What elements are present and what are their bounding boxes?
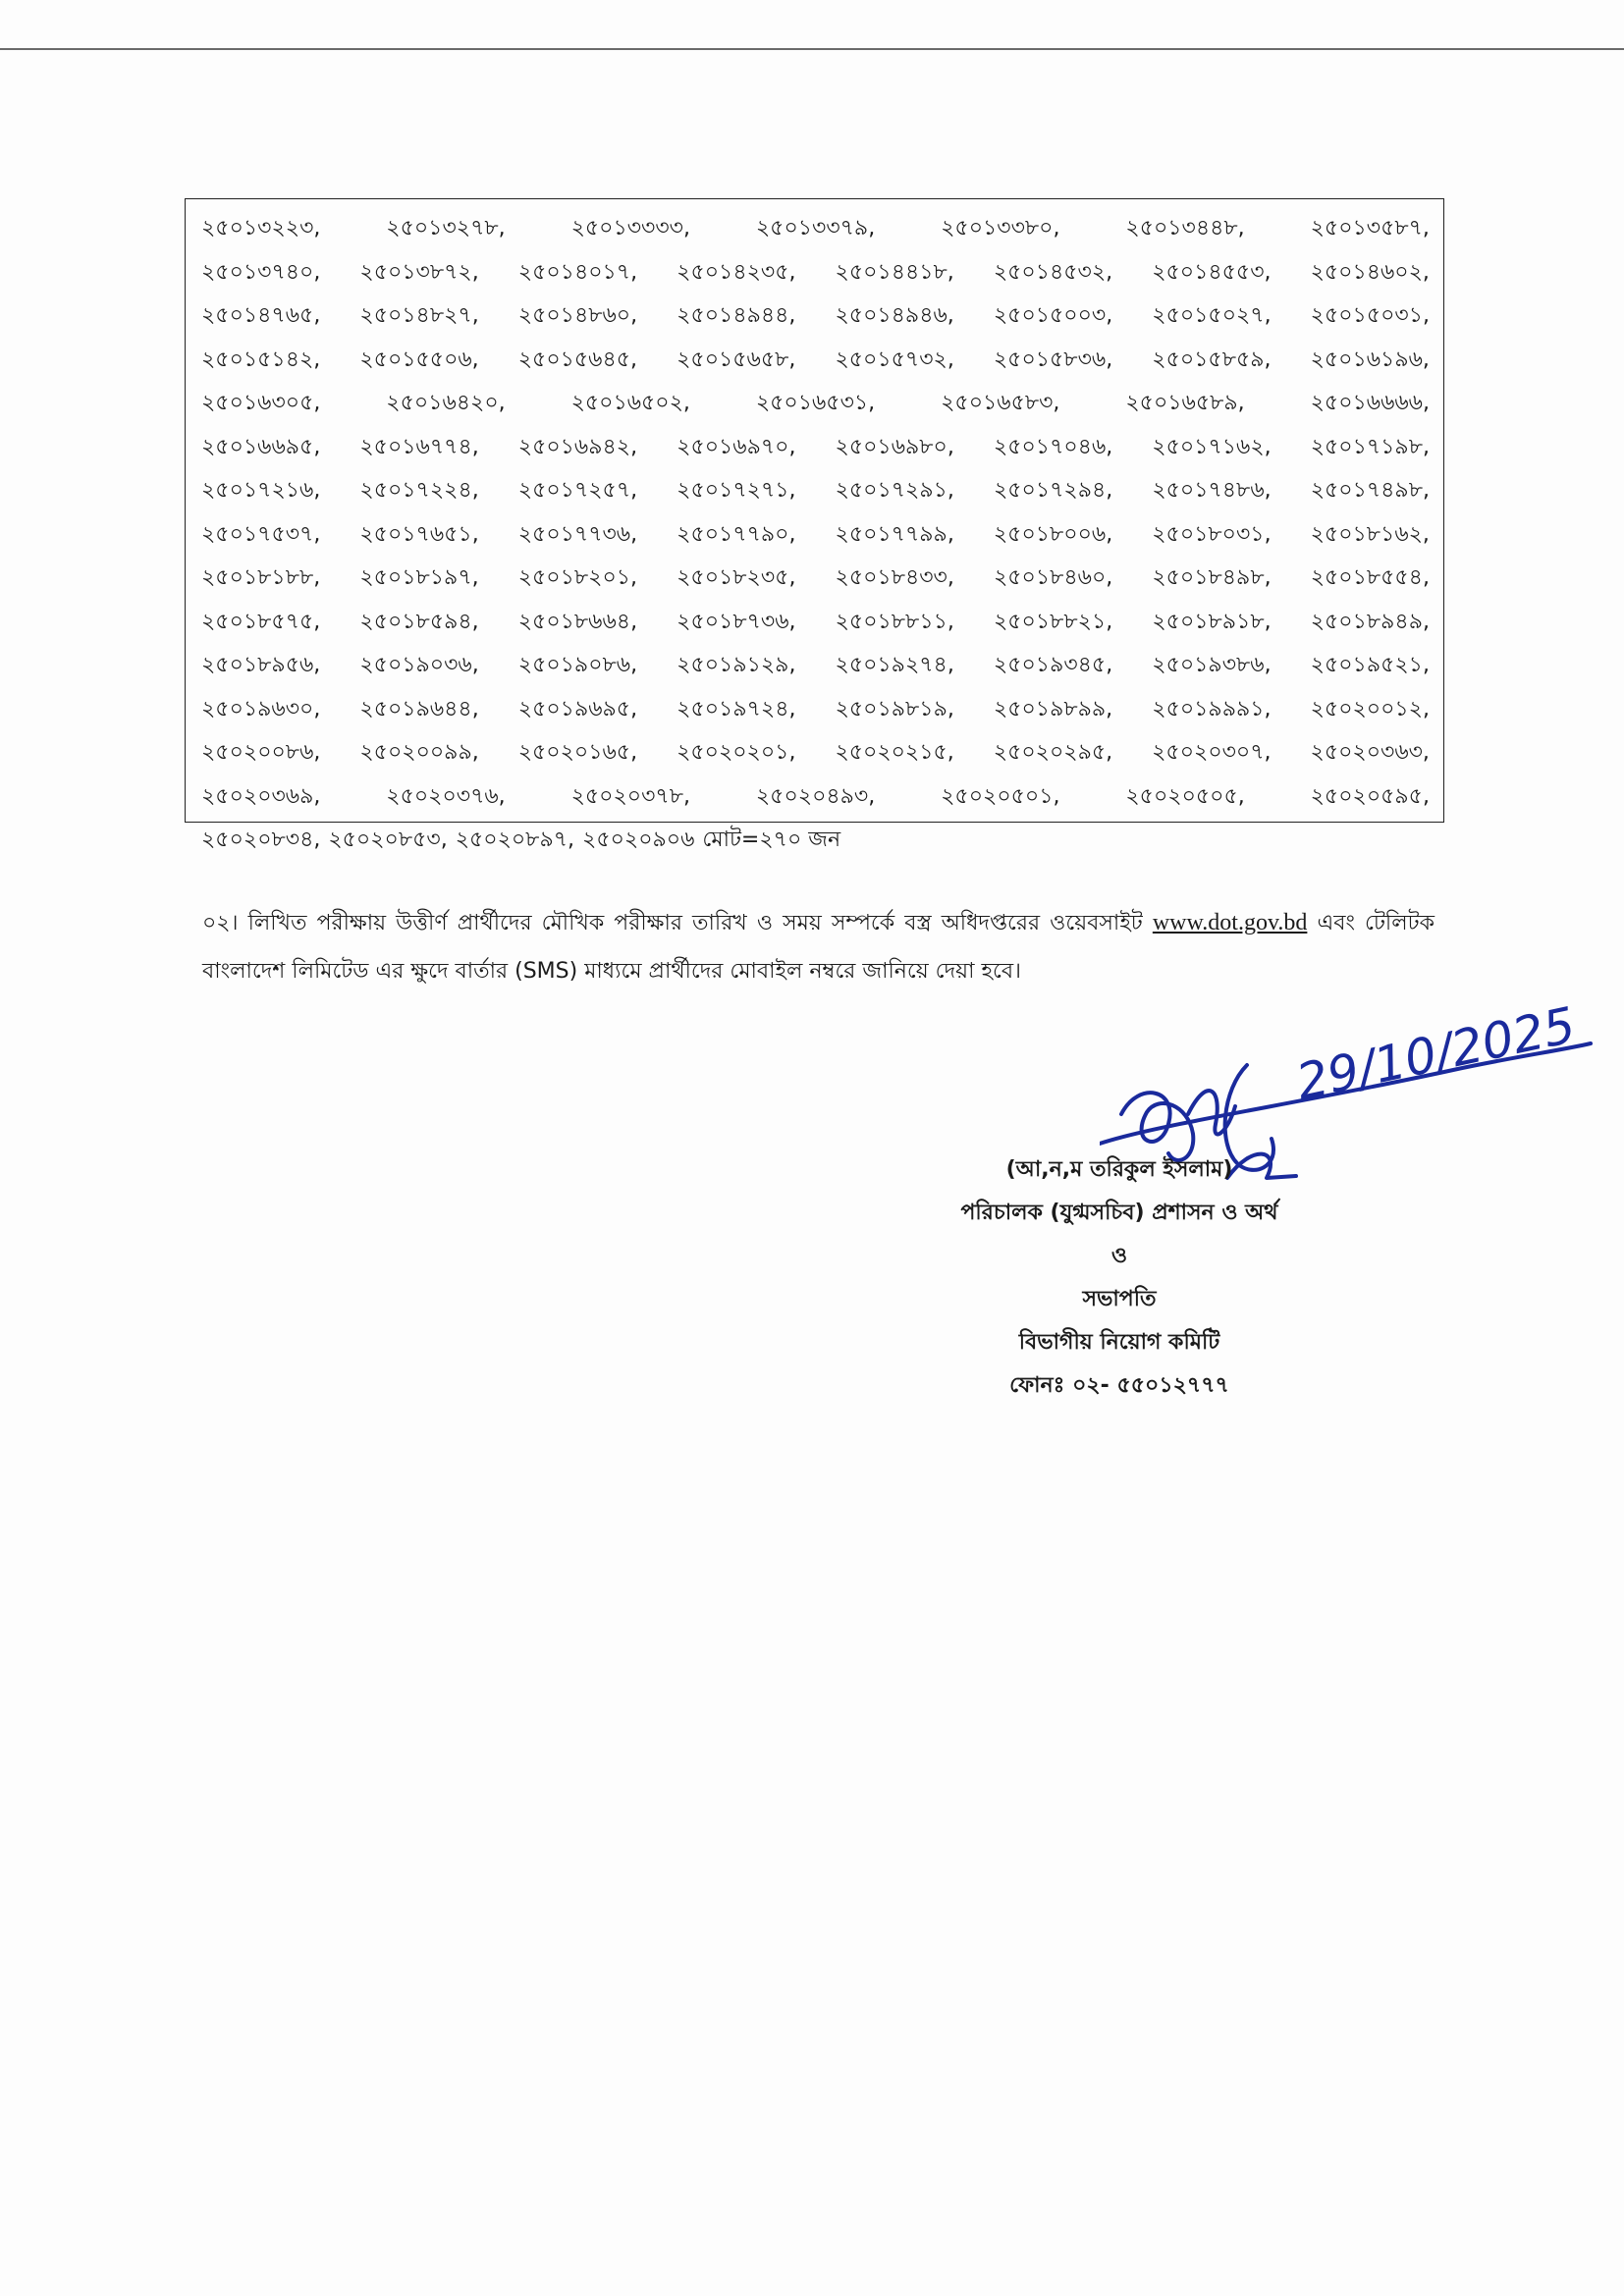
roll-number: ২৫০১৯৩৮৬, (1152, 653, 1272, 677)
roll-number: ২৫০১৩২২৩, (201, 216, 321, 240)
roll-number: ২৫০১৮৫৭৫, (201, 609, 321, 634)
roll-number: ২৫০১৮৬৬৪, (517, 609, 638, 634)
roll-line (201, 775, 1430, 820)
roll-number: ২৫০১৭৫৩৭, (201, 521, 321, 547)
roll-number: ২৫০১৭০৪৬, (993, 434, 1113, 459)
roll-number: ২৫০১৬১৯৬, (1310, 347, 1430, 372)
roll-number: ২৫০১৮৯১৮, (1152, 609, 1272, 634)
signatory-name: (আ,ন,ম তরিকুল ইসলাম) (1005, 1157, 1233, 1182)
roll-line (201, 644, 1430, 688)
roll-number: ২৫০২০৮৩৪, (201, 828, 321, 852)
roll-number: ২৫০১৭৪৯৮, (1310, 478, 1430, 503)
website-link[interactable]: www.dot.gov.bd (1152, 910, 1308, 935)
roll-number: ২৫০১৩৭৪০, (201, 259, 321, 285)
roll-number: ২৫০১৮২০১, (517, 565, 638, 590)
roll-line (201, 469, 1430, 513)
roll-number: ২৫০১৫০২৭, (1152, 303, 1272, 328)
roll-number: ২৫০১৭৭৩৬, (517, 521, 638, 547)
signatory-conjunction: ও (1110, 1244, 1128, 1268)
roll-line (201, 426, 1430, 470)
roll-number: ২৫০২০৫০১, (941, 783, 1060, 809)
roll-number: ২৫০২০০১২, (1310, 696, 1430, 721)
roll-number: ২৫০১৪৭৬৫, (201, 303, 321, 328)
roll-number: ২৫০১৮২৩৫, (677, 565, 796, 590)
roll-number: ২৫০২০৮৫৩, (328, 828, 448, 852)
roll-number: ২৫০১৪৮৬০, (517, 303, 638, 328)
roll-number: ২৫০১৪৯৪৬, (835, 303, 954, 328)
roll-number: ২৫০১৭১৯৮, (1310, 434, 1430, 459)
roll-number: ২৫০১৩৪৪৮, (1125, 216, 1245, 240)
roll-number: ২৫০১৮৯৫৬, (201, 653, 321, 677)
roll-number: ২৫০১৬৯৪২, (517, 434, 638, 459)
roll-number: ২৫০১৬৬৯৫, (201, 434, 321, 459)
roll-number: ২৫০১৯৬৩০, (201, 696, 321, 721)
roll-number: ২৫০১৮১৬২, (1310, 521, 1430, 547)
roll-number: ২৫০২০২১৫, (835, 740, 954, 765)
roll-number: ২৫০১৮৪৬০, (993, 565, 1113, 590)
roll-number: ২৫০১৬৪২০, (386, 391, 506, 415)
roll-line (201, 294, 1430, 339)
notice-text-part1: ০২। লিখিত পরীক্ষায় উত্তীর্ণ প্রার্থীদের মৌখিক পরীক্ষার তারিখ ও সময় সম্পর্কে বস্ত্র অধিদপ্তরের ওয়েবসাইট (202, 911, 1143, 935)
roll-number: ২৫০২০৩০৭, (1152, 740, 1272, 765)
roll-number: ২৫০১৯৯৯১, (1152, 696, 1272, 721)
roll-number: ২৫০১৬৫৮৩, (941, 391, 1060, 415)
roll-line (201, 731, 1430, 775)
roll-number: ২৫০১৮১৯৭, (359, 565, 479, 590)
roll-number: ২৫০১৯৫২১, (1310, 653, 1430, 677)
roll-line (201, 382, 1430, 426)
roll-number: ২৫০১৯৭২৪, (677, 696, 796, 721)
roll-line (201, 339, 1430, 383)
roll-number: ২৫০১৬৯৭০, (677, 434, 796, 459)
roll-number: ২৫০২০২৯৫, (993, 740, 1113, 765)
roll-number: ২৫০১৭১৬২, (1152, 434, 1272, 459)
roll-number: ২৫০১৮০০৬, (993, 521, 1113, 547)
roll-number: ২৫০১৭২৫৭, (517, 478, 638, 503)
roll-number: ২৫০১৪৬০২, (1310, 259, 1430, 285)
roll-number: ২৫০১৭২৯৪, (993, 478, 1113, 503)
signatory-role: সভাপতি (1082, 1287, 1157, 1311)
roll-number: ২৫০১৯৩৪৫, (993, 653, 1113, 677)
roll-number: ২৫০১৯০৮৬, (517, 653, 638, 677)
roll-number: ২৫০১৪৪১৮, (835, 259, 954, 285)
roll-number-list-box (185, 198, 1444, 852)
roll-number: ২৫০১৫৫০৬, (359, 347, 479, 372)
roll-number: ২৫০১৩৮৭২, (359, 259, 479, 285)
roll-number: ২৫০১৫৭৩২, (835, 347, 954, 372)
roll-number: ২৫০১৭৬৫১, (359, 521, 479, 547)
roll-line (201, 688, 1430, 732)
roll-number: ২৫০১৯২৭৪, (835, 653, 954, 677)
roll-number: ২৫০১৮৮১১, (835, 609, 954, 634)
roll-number: ২৫০১৬৭৭৪, (359, 434, 479, 459)
roll-number: ২৫০১৭৭৯০, (677, 521, 796, 547)
signature-block (864, 1148, 1375, 1408)
roll-number: ২৫০১৯১২৯, (677, 653, 796, 677)
roll-number: ২৫০১৭২২৪, (359, 478, 479, 503)
roll-number: ২৫০২০৫৯৫, (1310, 783, 1430, 809)
roll-number: ২৫০২০৩৬৯, (201, 783, 321, 809)
roll-number: ২৫০১৫৮৫৯, (1152, 347, 1272, 372)
roll-number: ২৫০২০০৮৬, (201, 740, 321, 765)
roll-number: ২৫০২০৩৬৩, (1310, 740, 1430, 765)
roll-number: ২৫০১৭২৯১, (835, 478, 954, 503)
roll-number: ২৫০১৪০১৭, (517, 259, 638, 285)
roll-number: ২৫০১৬৫৩১, (755, 391, 876, 415)
roll-number: ২৫০১৮৭৩৬, (677, 609, 796, 634)
roll-line (201, 251, 1430, 295)
roll-number: ২৫০১৫০০৩, (993, 303, 1113, 328)
roll-number: ২৫০১৭২১৬, (201, 478, 321, 503)
roll-number: ২৫০১৪৮২৭, (359, 303, 479, 328)
roll-number: ২৫০১৯৮১৯, (835, 696, 954, 721)
roll-number: ২৫০১৭৪৮৬, (1152, 478, 1272, 503)
roll-number: ২৫০২০২০১, (677, 740, 796, 765)
roll-number: ২৫০১৮০৩১, (1152, 521, 1272, 547)
roll-number: ২৫০১৬৫৮৯, (1125, 391, 1245, 415)
roll-number: ২৫০২০৪৯৩, (755, 783, 876, 809)
roll-number: ২৫০২০৩৭৮, (570, 783, 690, 809)
signatory-committee: বিভাগীয় নিয়োগ কমিটি (1018, 1330, 1220, 1355)
roll-line (201, 819, 1430, 863)
roll-number: ২৫০১৬৬৬৬, (1310, 391, 1430, 415)
roll-number: ২৫০১৩৩৮০, (941, 216, 1060, 240)
roll-number: ২৫০১৮৫৫৪, (1310, 565, 1430, 590)
roll-number: ২৫০১৮১৮৮, (201, 565, 321, 590)
roll-number: ২৫০১৪৫৩২, (993, 259, 1113, 285)
roll-number: ২৫০১৬৩০৫, (201, 391, 321, 415)
roll-number: ২৫০১৩৫৮৭, (1310, 216, 1430, 240)
roll-number: ২৫০১৫৬৪৫, (517, 347, 638, 372)
signatory-phone: ফোনঃ ০২- ৫৫০১২৭৭৭ (1009, 1373, 1229, 1398)
roll-number: ২৫০১৯৬৪৪, (359, 696, 479, 721)
notice-paragraph (202, 899, 1435, 995)
roll-number: ২৫০১৫১৪২, (201, 347, 321, 372)
roll-number: ২৫০২০৮৯৭, (455, 828, 575, 852)
roll-number: ২৫০১৮৪৩৩, (835, 565, 954, 590)
roll-number: ২৫০২০০৯৯, (359, 740, 479, 765)
roll-line (201, 207, 1430, 251)
roll-number: ২৫০১৮৯৪৯, (1310, 609, 1430, 634)
roll-number: ২৫০১৭২৭১, (677, 478, 796, 503)
roll-number: ২৫০১৫৮৩৬, (993, 347, 1113, 372)
roll-number: ২৫০১৮৮২১, (993, 609, 1113, 634)
roll-number: ২৫০১৫৬৫৮, (677, 347, 796, 372)
roll-number: ২৫০২০৩৭৬, (386, 783, 506, 809)
roll-number: ২৫০১৯৬৯৫, (517, 696, 638, 721)
roll-number: ২৫০১৯৮৯৯, (993, 696, 1113, 721)
roll-number: ২৫০২০৫০৫, (1125, 783, 1245, 809)
roll-number: ২৫০১৯০৩৬, (359, 653, 479, 677)
page-top-rule (0, 48, 1624, 50)
roll-number: ২৫০১৩৩৭৯, (755, 216, 876, 240)
roll-number: ২৫০১৪৫৫৩, (1152, 259, 1272, 285)
handwritten-date: 29/10/2025 (1291, 996, 1581, 1111)
roll-line (201, 601, 1430, 645)
signatory-designation: পরিচালক (যুগ্মসচিব) প্রশাসন ও অর্থ (960, 1201, 1278, 1225)
roll-number: ২৫০১৩২৭৮, (386, 216, 506, 240)
roll-number: ২৫০২০১৬৫, (517, 740, 638, 765)
roll-number: ২৫০১৪৯৪৪, (677, 303, 796, 328)
roll-number: ২৫০১৬৫০২, (570, 391, 690, 415)
roll-line (201, 513, 1430, 558)
notice-text-part2: এবং টেলিটক বাংলাদেশ লিমিটেড এর ক্ষুদে বার্তার (SMS) মাধ্যমে প্রার্থীদের মোবাইল নম্বরে জানিয়ে দেয়া হবে। (202, 911, 1435, 984)
roll-number: ২৫০১৩৩৩৩, (570, 216, 690, 240)
roll-number: ২৫০২০৯০৬ (582, 828, 695, 852)
roll-number: ২৫০১৪২৩৫, (677, 259, 796, 285)
roll-line (201, 557, 1430, 601)
roll-number: মোট=২৭০ জন (702, 828, 841, 852)
roll-number: ২৫০১৬৯৮০, (835, 434, 954, 459)
roll-number: ২৫০১৮৪৯৮, (1152, 565, 1272, 590)
roll-number: ২৫০১৫০৩১, (1310, 303, 1430, 328)
roll-number: ২৫০১৮৫৯৪, (359, 609, 479, 634)
roll-number: ২৫০১৭৭৯৯, (835, 521, 954, 547)
